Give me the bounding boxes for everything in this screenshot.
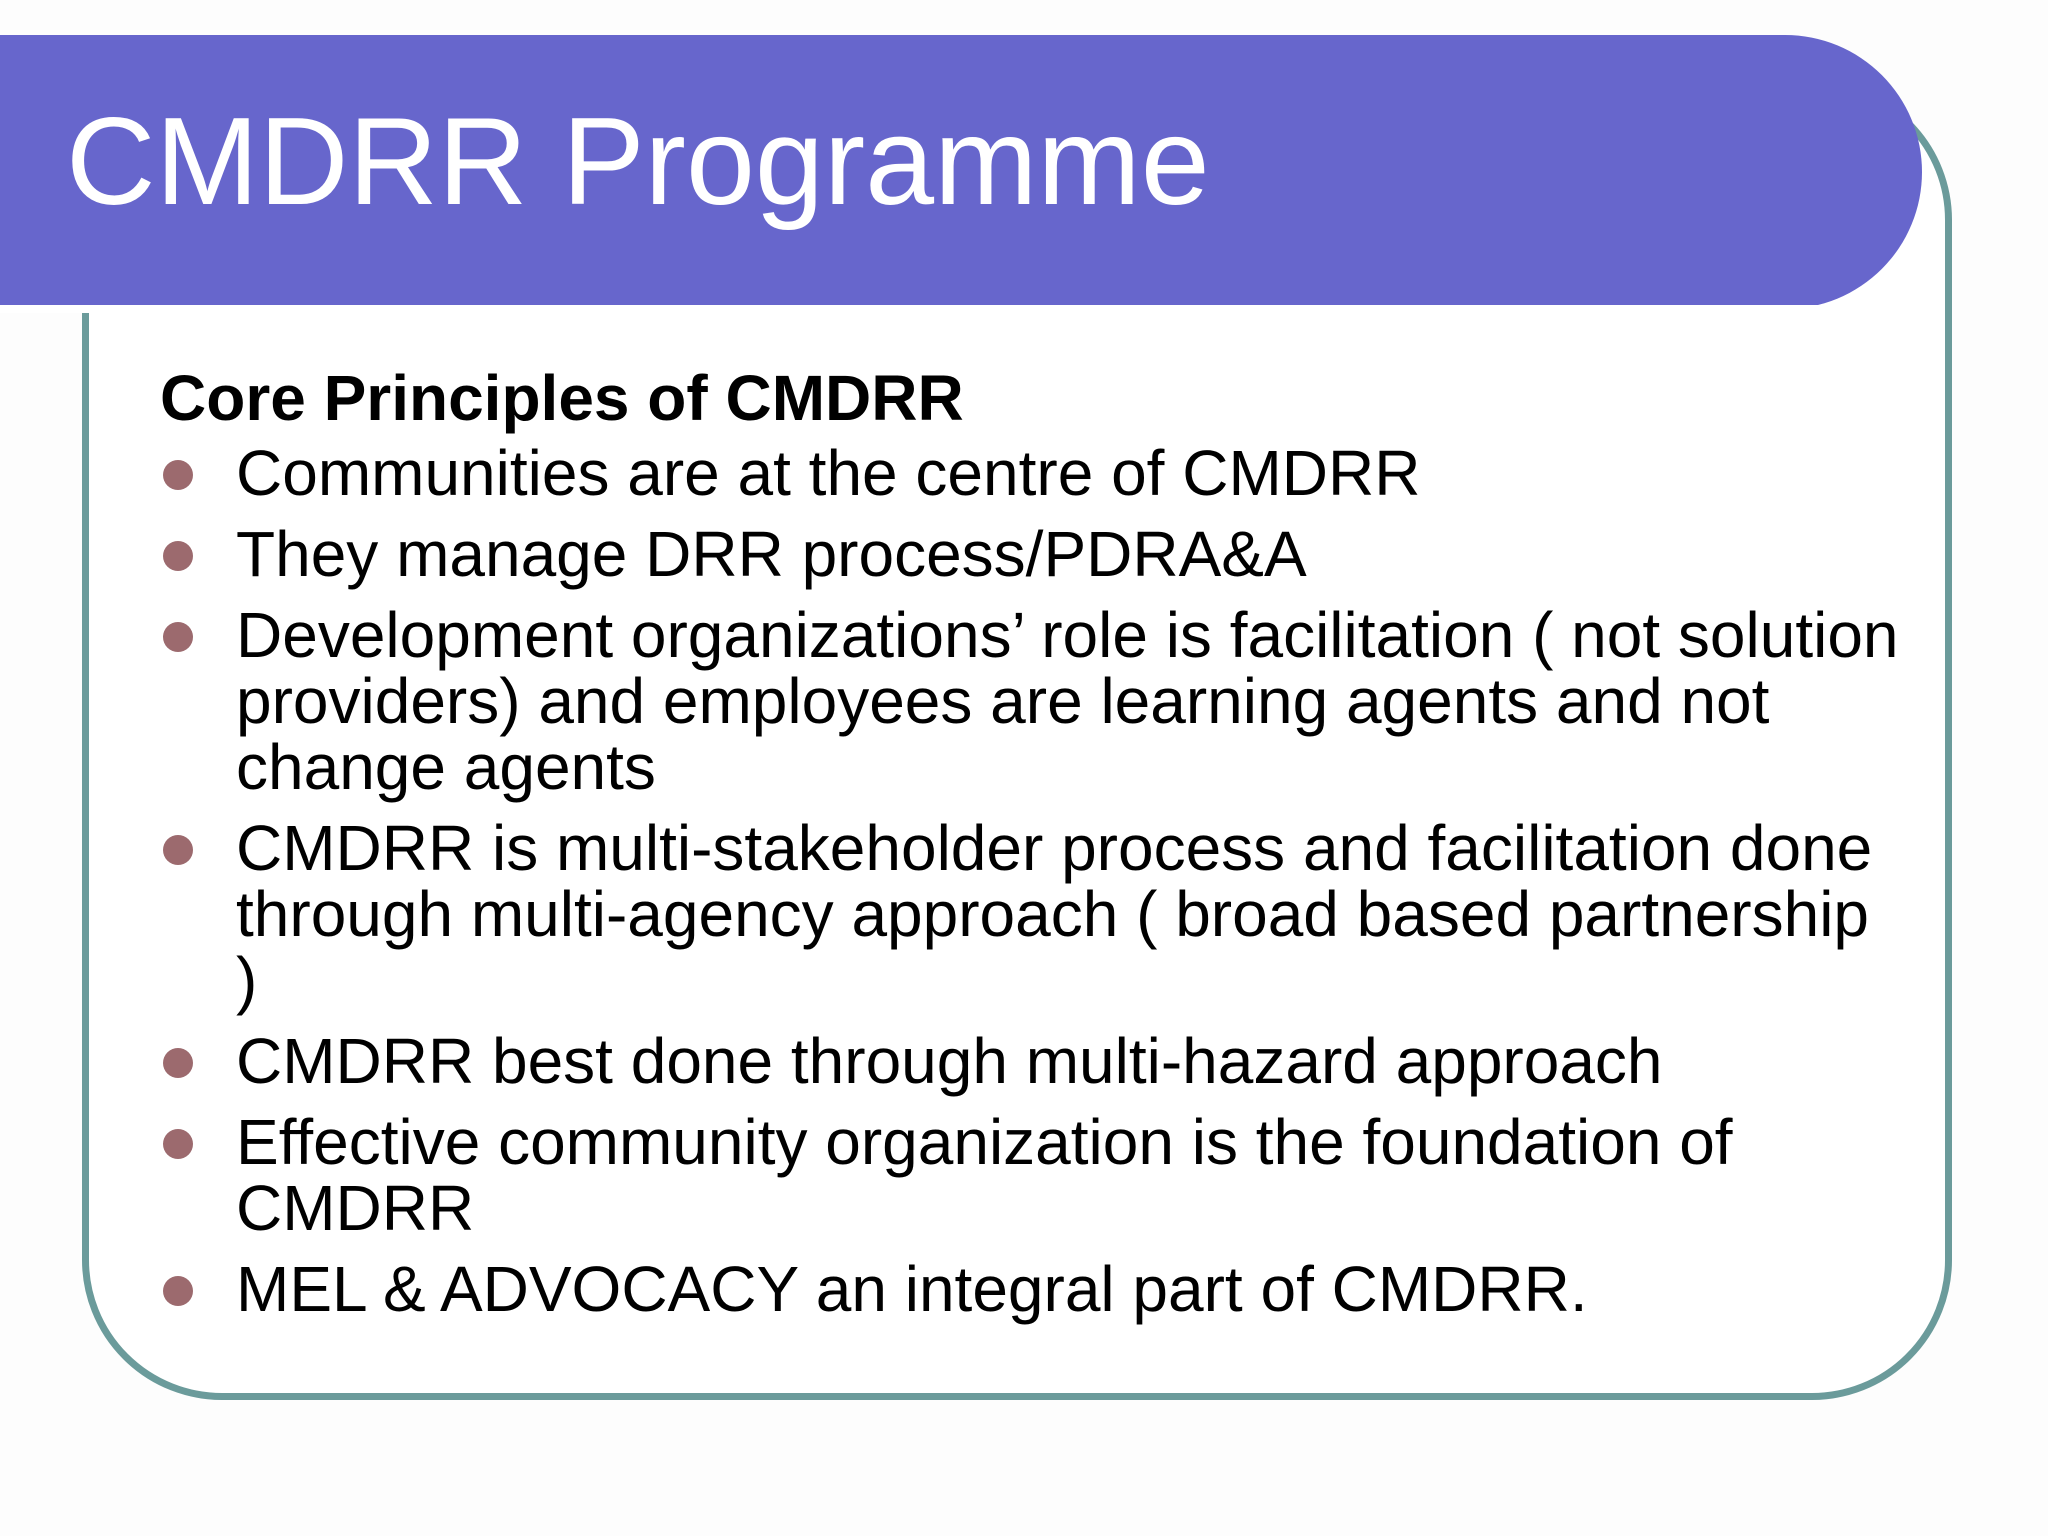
bullet-dot-icon: [163, 541, 193, 571]
bullet-dot-icon: [163, 622, 193, 652]
bullet-item: [160, 1253, 1900, 1325]
bullet-dot-icon: [163, 835, 193, 865]
bullet-dot-icon: [163, 460, 193, 490]
bullet-dot-icon: [163, 1276, 193, 1306]
bullet-item: [160, 812, 1900, 1016]
bullet-item: [160, 1025, 1900, 1097]
bullet-item: [160, 518, 1900, 590]
bullet-dot-icon: [163, 1129, 193, 1159]
bullet-list: [160, 437, 1900, 1337]
bullet-dot-icon: [163, 1048, 193, 1078]
bullet-text: MEL & ADVOCACY an integral part of CMDRR.: [236, 1253, 1588, 1325]
bullet-text: CMDRR best done through multi-hazard approach: [236, 1025, 1663, 1097]
section-heading: Core Principles of CMDRR: [160, 362, 964, 434]
title-divider: [0, 305, 1822, 313]
bullet-item: [160, 599, 1900, 803]
bullet-text: CMDRR is multi-stakeholder process and facilitation done through multi-agency approach ( broad based partnership ): [236, 812, 1873, 1016]
bullet-text: They manage DRR process/PDRA&A: [236, 518, 1307, 590]
bullet-item: [160, 1106, 1900, 1244]
bullet-text: Communities are at the centre of CMDRR: [236, 437, 1421, 509]
slide-title: CMDRR Programme: [66, 93, 1210, 231]
bullet-text: Effective community organization is the foundation of CMDRR: [236, 1106, 1733, 1244]
bullet-item: [160, 437, 1900, 509]
bullet-text: Development organizations’ role is facilitation ( not solution providers) and employees are learning agents and not change agents: [236, 599, 1899, 803]
